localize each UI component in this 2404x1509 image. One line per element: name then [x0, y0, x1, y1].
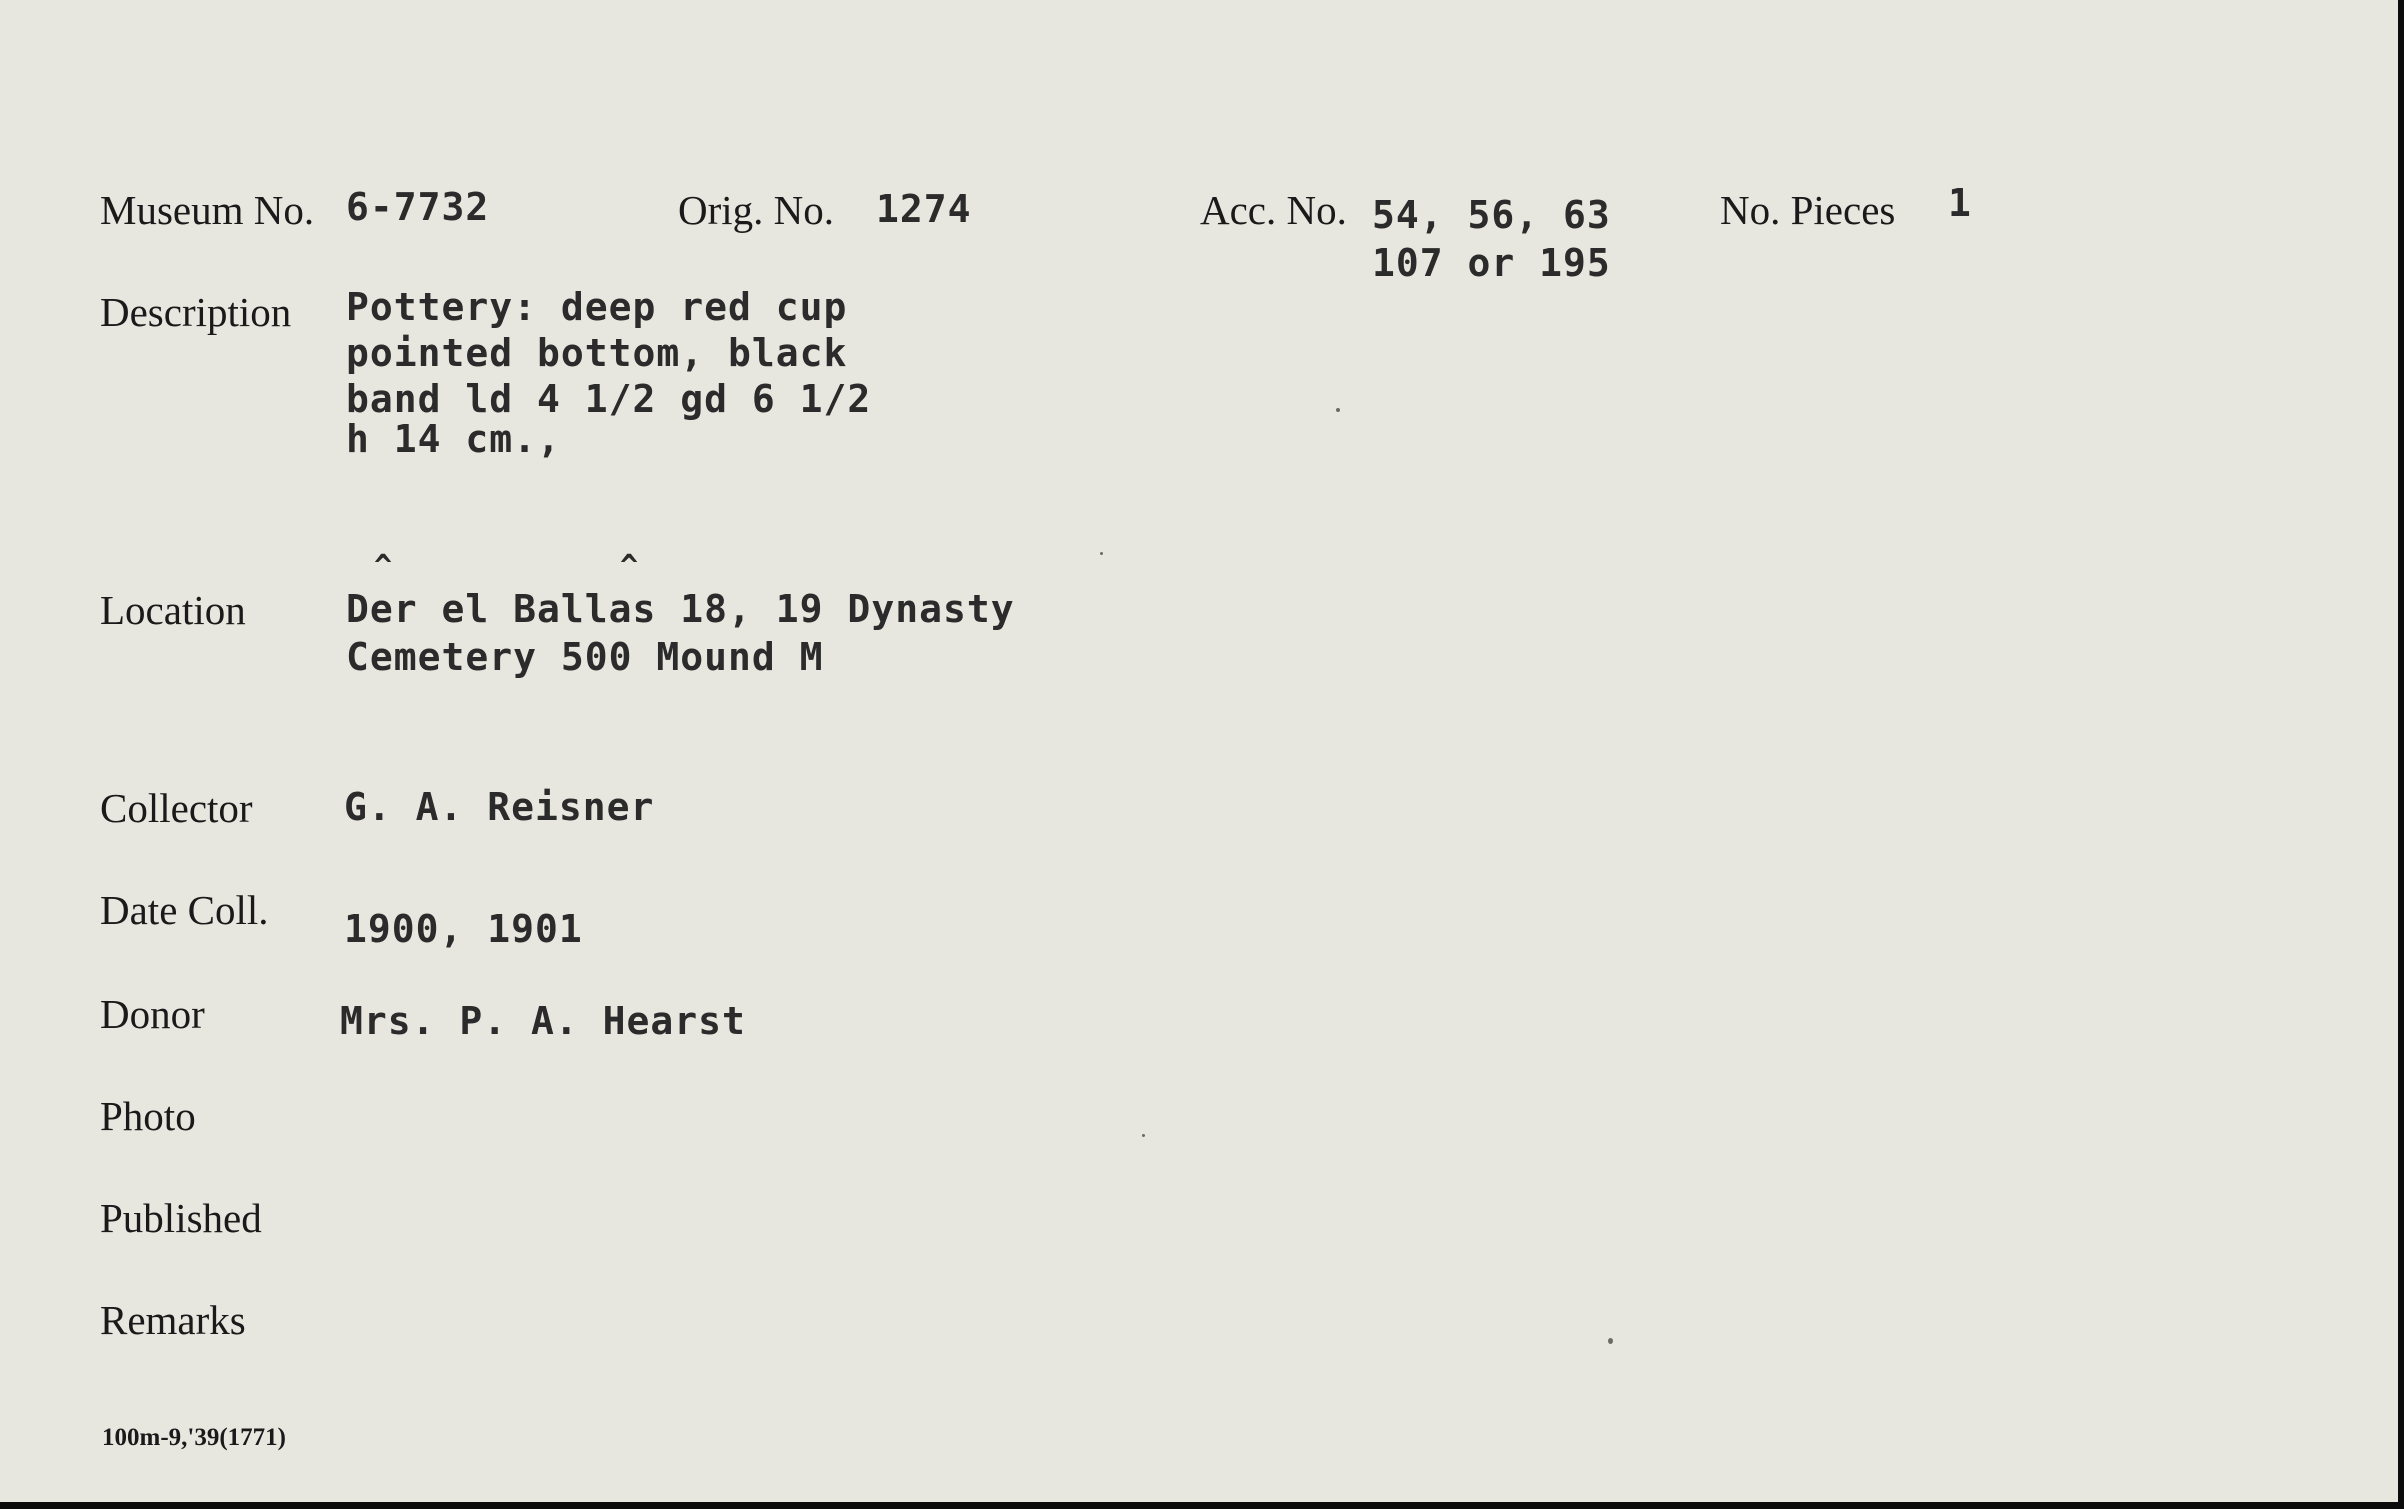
- donor-value: Mrs. P. A. Hearst: [340, 999, 746, 1043]
- paper-speck: [1608, 1338, 1613, 1344]
- remarks-label: Remarks: [100, 1297, 246, 1343]
- acc-no-value-line-1: 54, 56, 63: [1372, 193, 1611, 237]
- no-pieces-value: 1: [1948, 181, 1972, 225]
- orig-no-label: Orig. No.: [678, 187, 835, 233]
- museum-no-label: Museum No.: [100, 187, 315, 233]
- date-coll-value: 1900, 1901: [344, 907, 583, 951]
- location-line-1: Der el Ballas 18, 19 Dynasty: [346, 587, 1015, 631]
- location-caret-1: ^: [374, 549, 393, 584]
- no-pieces-label: No. Pieces: [1720, 187, 1896, 233]
- paper-speck: [1100, 552, 1103, 555]
- paper-speck: [1142, 1134, 1145, 1137]
- donor-label: Donor: [100, 991, 205, 1037]
- acc-no-label: Acc. No.: [1200, 187, 1347, 233]
- description-label: Description: [100, 289, 292, 335]
- paper-speck: [1336, 408, 1340, 412]
- description-line-1: Pottery: deep red cup: [346, 285, 848, 329]
- description-line-3: band ld 4 1/2 gd 6 1/2: [346, 377, 872, 421]
- print-code: 100m-9,'39(1771): [102, 1424, 286, 1451]
- collector-value: G. A. Reisner: [344, 785, 655, 829]
- location-caret-2: ^: [620, 549, 639, 584]
- photo-label: Photo: [100, 1093, 196, 1139]
- museum-no-value: 6-7732: [346, 185, 490, 229]
- acc-no-value-line-2: 107 or 195: [1372, 241, 1611, 285]
- description-line-2: pointed bottom, black: [346, 331, 848, 375]
- location-label: Location: [100, 587, 246, 633]
- date-coll-label: Date Coll.: [100, 887, 269, 933]
- collector-label: Collector: [100, 785, 253, 831]
- orig-no-value: 1274: [876, 187, 972, 231]
- description-line-4: h 14 cm.,: [346, 417, 561, 461]
- location-line-2: Cemetery 500 Mound M: [346, 635, 824, 679]
- published-label: Published: [100, 1195, 262, 1241]
